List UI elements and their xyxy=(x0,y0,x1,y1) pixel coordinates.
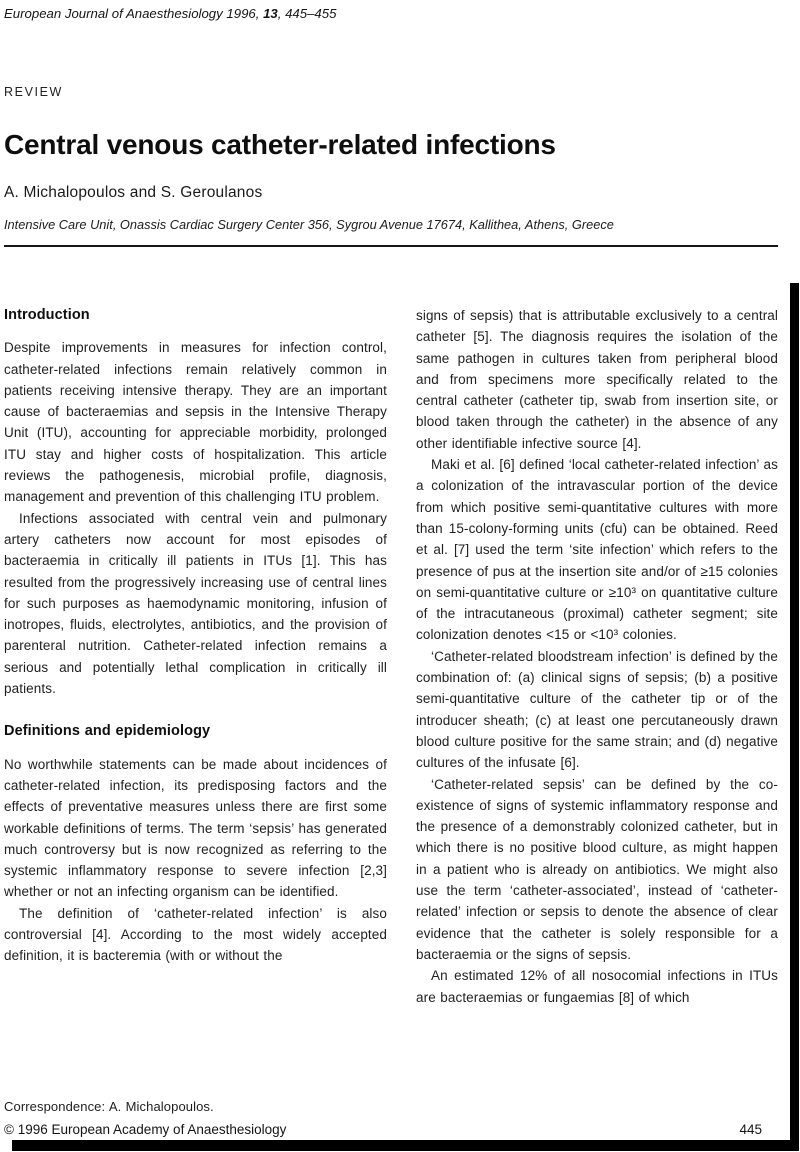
paragraph: Infections associated with central vein and pulmonary artery catheters now account for most episodes of bacteraemia in critically ill patients in ITUs [1]. This has resulted from the progressively increasing use of central lines for such purposes as haemodynamic monitoring, infusion of inotropes, fluids, electrolytes, antibiotics, and the provision of parenteral nutrition. Catheter-related infection remains a serious and potentially lethal complication in critically ill patients. xyxy=(4,510,387,697)
article-title: Central venous catheter-related infections xyxy=(4,129,556,160)
journal-page-range: , 445–455 xyxy=(277,6,337,21)
paragraph: signs of sepsis) that is attributable exclusively to a central catheter [5]. The diagnosis requires the isolation of the same pathogen in cultures taken from peripheral blood and from specimens more specifically related to the central catheter (catheter tip, swab from insertion site, or blood taken through the catheter) in the absence of any other identifiable infective source [4]. xyxy=(416,308,778,451)
journal-year: 1996, xyxy=(222,6,264,21)
paragraph: The definition of ‘catheter-related infection’ is also controversial [4]. According to the most widely accepted definition, it is bacteremia (with or without the xyxy=(4,905,387,964)
section-heading-introduction: Introduction xyxy=(4,307,90,323)
page-footer xyxy=(4,1122,778,1137)
paragraph: ‘Catheter-related bloodstream infection’ is defined by the combination of: (a) clinical signs of sepsis; (b) a positive semi-quantitative culture of the catheter tip or of the introducer sheath; (c) at least one percutaneously drawn blood culture positive for the same strain; and (d) negative cultures of the infusate [6]. xyxy=(416,648,778,771)
journal-name: European Journal of Anaesthesiology xyxy=(4,6,223,21)
paragraph: An estimated 12% of all nosocomial infections in ITUs are bacteraemias or fungaemias [8] of which xyxy=(416,968,778,1005)
paragraph: Despite improvements in measures for infection control, catheter-related infections remain relatively common in patients receiving intensive therapy. They are an important cause of bacteraemias and sepsis in the Intensive Therapy Unit (ITU), accounting for appreciable morbidity, prolonged ITU stay and higher costs of hospitalization. This article reviews the pathogenesis, microbial profile, diagnosis, management and prevention of this challenging ITU problem. xyxy=(4,340,387,505)
article-body xyxy=(4,305,778,1117)
correspondence-note: Correspondence: A. Michalopoulos. xyxy=(4,1098,214,1114)
scan-artifact-bottom-bar xyxy=(12,1140,799,1151)
journal-volume: 13 xyxy=(263,6,278,21)
section-heading-definitions: Definitions and epidemiology xyxy=(4,723,211,740)
paragraph: No worthwhile statements can be made about incidences of catheter-related infection, its predisposing factors and the effects of preventative measures unless there are first some workable definitions of terms. The term ‘sepsis’ has generated much controversy but is now recognized as referring to the systemic inflammatory response to severe infection [2,3] whether or not an infecting organism can be identified. xyxy=(4,756,387,900)
article-type-label: REVIEW xyxy=(4,85,63,99)
article-affiliation: Intensive Care Unit, Onassis Cardiac Surgery Center 356, Sygrou Avenue 17674, Kallithea, Athens, Greece xyxy=(4,217,614,232)
header-divider xyxy=(4,245,778,247)
copyright-notice: © 1996 European Academy of Anaesthesiology xyxy=(4,1122,287,1137)
paragraph: ‘Catheter-related sepsis’ can be defined by the co-existence of signs of systemic inflammatory response and the presence of a demonstrably colonized catheter, but in which there is no positive blood culture, as might happen in a patient who is already on antibiotics. We might also use the term ‘catheter-associated’, instead of ‘catheter-related’ infection or sepsis to denote the absence of clear evidence that the catheter is solely responsible for a bacteraemia or the signs of sepsis. xyxy=(416,776,778,962)
paragraph: Maki et al. [6] defined ‘local catheter-related infection’ as a colonization of the intravascular portion of the device from which positive semi-quantitative cultures with more than 15-colony-forming units (cfu) can be obtained. Reed et al. [7] used the term ‘site infection’ which refers to the presence of pus at the insertion site and/or of ≥15 colonies on semi-quantitative culture or ≥10³ on quantitative culture of the intracutaneous (proximal) catheter segment; site colonization denotes <15 or <10³ colonies. xyxy=(416,457,778,643)
right-column xyxy=(416,305,778,1117)
left-column xyxy=(4,305,387,1117)
journal-citation-line xyxy=(4,6,778,21)
scan-artifact-right-bar xyxy=(790,283,799,1141)
page-number: 445 xyxy=(739,1122,762,1137)
article-authors: A. Michalopoulos and S. Geroulanos xyxy=(4,184,263,201)
